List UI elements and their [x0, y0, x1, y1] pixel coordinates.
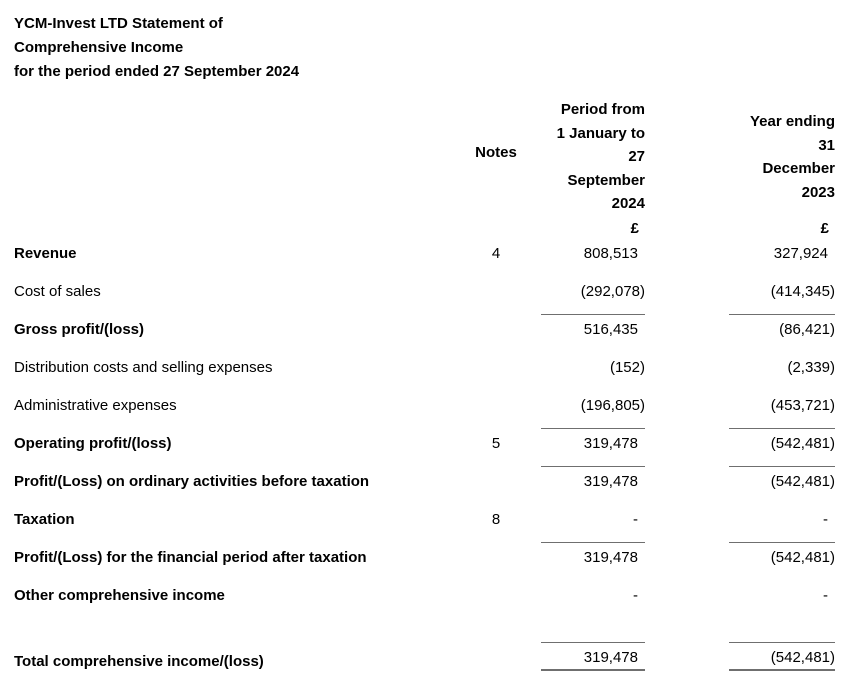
period-2024-header-line: September	[567, 171, 645, 189]
row-label: Administrative expenses	[14, 396, 177, 414]
value-2024: 319,478	[541, 642, 645, 671]
year-2023-header-line: 2023	[801, 183, 835, 201]
value-2024: (292,078)	[580, 282, 645, 300]
year-2023-column-header	[729, 110, 835, 204]
value-2024: -	[633, 510, 638, 528]
statement-row	[14, 377, 835, 415]
column-gap	[645, 98, 729, 216]
value-2024: (196,805)	[580, 396, 645, 414]
row-label: Total comprehensive income/(loss)	[14, 652, 264, 670]
statement-row	[14, 567, 835, 605]
note-reference	[451, 338, 541, 339]
statement-row	[14, 415, 835, 453]
row-label: Profit/(Loss) on ordinary activities before taxation	[14, 472, 370, 490]
statement-row	[14, 491, 835, 529]
value-cell-2023	[729, 283, 835, 301]
currency-symbol-row	[14, 220, 835, 237]
value-2023: -	[823, 586, 828, 604]
note-reference	[451, 490, 541, 491]
value-2023: (542,481)	[729, 642, 835, 671]
note-reference: 5	[491, 434, 501, 452]
value-cell-2024	[541, 314, 645, 339]
year-2023-header-line: Year ending	[749, 113, 835, 130]
value-cell-2024	[541, 359, 645, 377]
currency-symbol-2023: £	[820, 219, 829, 237]
notes-column-header: Notes	[475, 144, 517, 161]
column-headers	[14, 98, 835, 216]
title-line-2: Comprehensive Income	[14, 39, 184, 56]
period-2024-header-line: Period from	[560, 101, 645, 118]
row-label: Distribution costs and selling expenses	[14, 358, 273, 376]
statement-row	[14, 263, 835, 301]
value-2023: 327,924	[773, 244, 828, 262]
statement-title	[14, 12, 835, 84]
statement-row	[14, 529, 835, 567]
value-2023: -	[823, 510, 828, 528]
value-cell-2024	[541, 542, 645, 567]
row-label: Taxation	[14, 510, 75, 528]
row-label: Profit/(Loss) for the financial period after taxation	[14, 548, 367, 566]
row-label: Other comprehensive income	[14, 586, 225, 604]
title-line-3: for the period ended 27 September 2024	[14, 63, 300, 80]
value-cell-2023	[729, 511, 835, 529]
value-2023: (86,421)	[729, 314, 835, 339]
note-reference	[451, 604, 541, 605]
value-2024: 516,435	[541, 314, 645, 339]
note-reference	[451, 300, 541, 301]
value-cell-2023	[729, 542, 835, 567]
currency-row-label-spacer	[14, 220, 451, 237]
period-2024-header-line: 1 January to	[556, 124, 645, 142]
value-cell-2023	[729, 466, 835, 491]
value-cell-2024	[541, 511, 645, 529]
row-label: Gross profit/(loss)	[14, 320, 145, 338]
value-2023: (542,481)	[729, 542, 835, 567]
value-2024: 319,478	[541, 466, 645, 491]
period-2024-header-line: 2024	[611, 195, 645, 212]
value-cell-2023	[729, 314, 835, 339]
value-cell-2024	[541, 466, 645, 491]
currency-row-gap	[645, 220, 729, 237]
period-2024-column-header	[541, 98, 645, 216]
title-line-1: YCM-Invest LTD Statement of	[14, 15, 223, 32]
value-cell-2024	[541, 587, 645, 605]
value-2023: (453,721)	[770, 396, 835, 414]
currency-symbol-2024: £	[630, 219, 639, 237]
value-2024: (152)	[609, 358, 645, 376]
value-2023: (542,481)	[729, 466, 835, 491]
value-2023: (542,481)	[729, 428, 835, 453]
value-2024: 319,478	[541, 542, 645, 567]
value-2023: (414,345)	[770, 282, 835, 300]
statement-rows	[14, 239, 835, 671]
value-2023: (2,339)	[787, 358, 835, 376]
note-reference: 4	[491, 244, 501, 262]
statement-row	[14, 239, 835, 263]
value-2024: 319,478	[541, 428, 645, 453]
year-2023-header-line: December	[762, 160, 835, 177]
value-cell-2023	[729, 245, 835, 263]
statement-row	[14, 301, 835, 339]
value-cell-2024	[541, 428, 645, 453]
value-cell-2023	[729, 359, 835, 377]
row-label: Operating profit/(loss)	[14, 434, 172, 452]
value-cell-2023	[729, 642, 835, 671]
value-cell-2024	[541, 397, 645, 415]
value-2024: 808,513	[583, 244, 638, 262]
note-reference	[451, 670, 541, 671]
label-column-header-spacer	[14, 98, 451, 216]
value-2024: -	[633, 586, 638, 604]
row-label: Revenue	[14, 244, 77, 262]
period-2024-header-line: 27	[628, 148, 645, 165]
statement-row	[14, 339, 835, 377]
note-reference	[451, 566, 541, 567]
value-cell-2024	[541, 245, 645, 263]
statement-row	[14, 453, 835, 491]
currency-row-notes-spacer	[451, 220, 541, 237]
value-cell-2023	[729, 397, 835, 415]
note-reference	[451, 414, 541, 415]
value-cell-2023	[729, 587, 835, 605]
value-cell-2024	[541, 283, 645, 301]
value-cell-2023	[729, 428, 835, 453]
statement-row	[14, 633, 835, 671]
note-reference	[451, 376, 541, 377]
year-2023-header-line: 31	[818, 136, 835, 154]
note-reference: 8	[491, 510, 501, 528]
row-label: Cost of sales	[14, 282, 101, 300]
value-cell-2024	[541, 642, 645, 671]
